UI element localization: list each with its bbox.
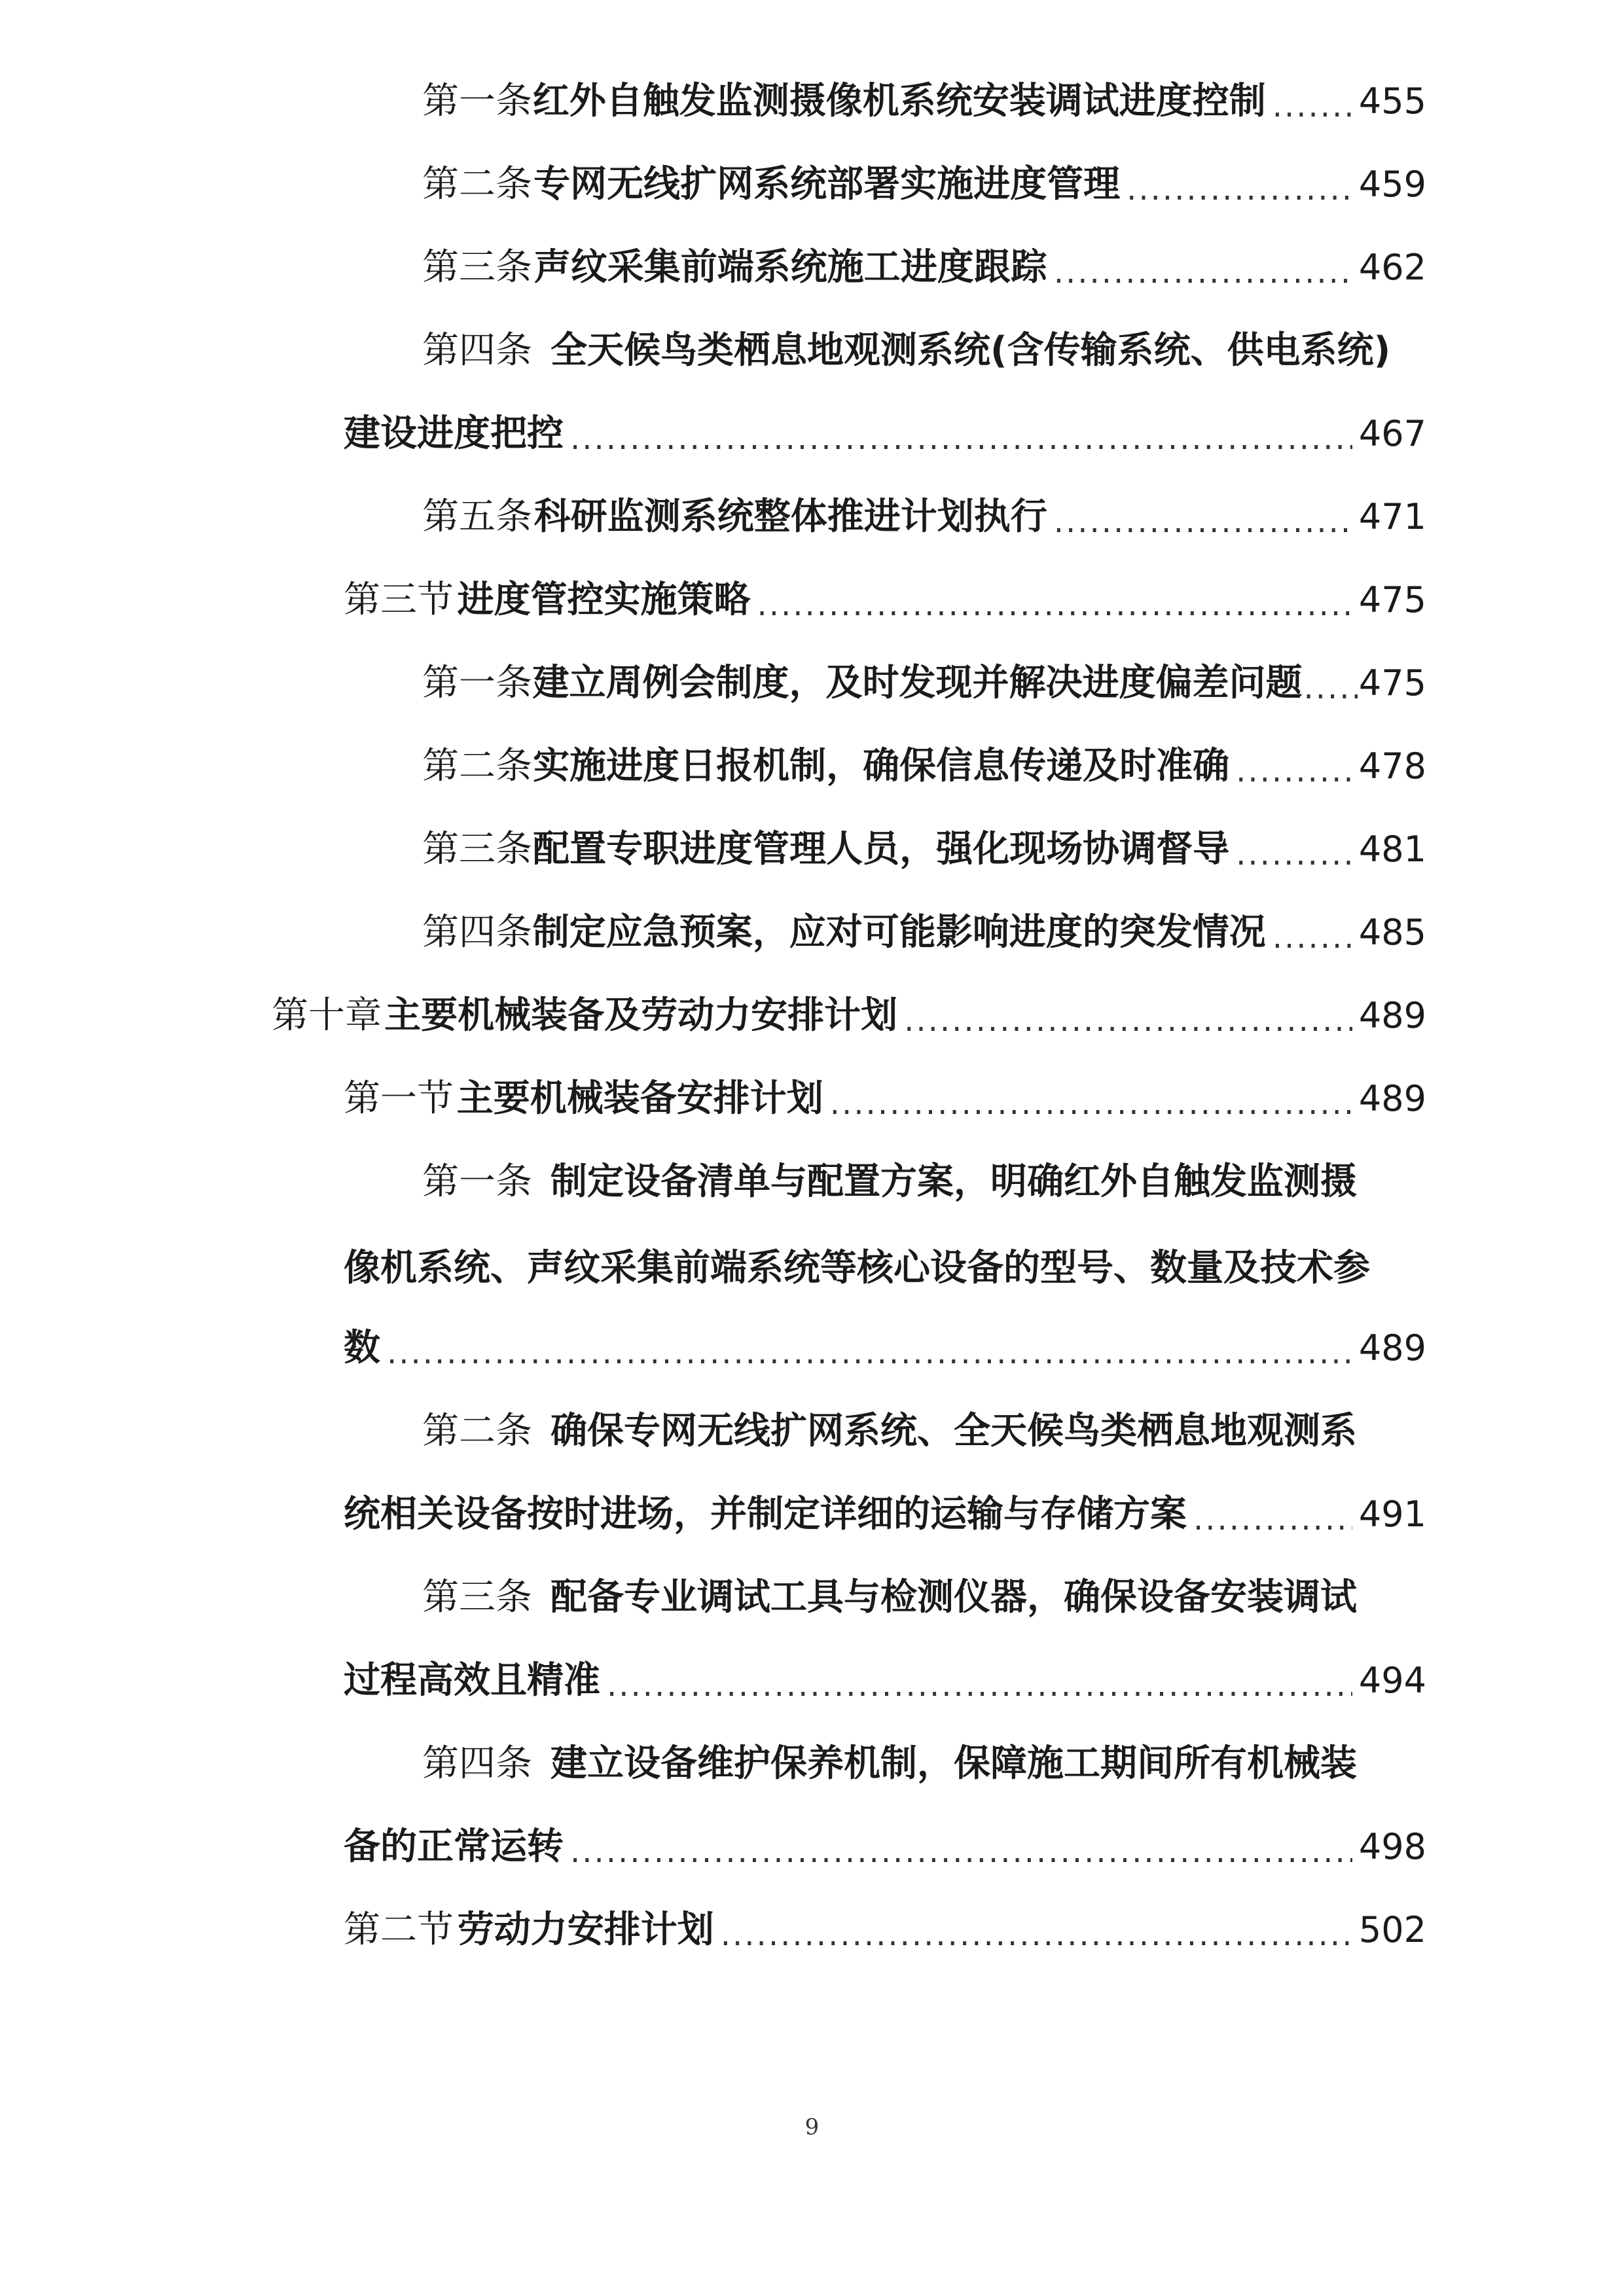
entry-page: 498: [1358, 1826, 1426, 1867]
entry-label: 第十章: [272, 994, 382, 1037]
toc-entry[interactable]: [422, 65, 1426, 137]
entry-label: 第五条: [422, 495, 532, 538]
entry-title: 进度管控实施策略: [457, 579, 751, 621]
leader-dots: [757, 589, 1352, 636]
leader-dots: [1127, 173, 1352, 221]
entry-page: 471: [1358, 496, 1426, 537]
entry-title: 科研监测系统整体推进计划执行: [533, 495, 1047, 538]
entry-label: 第三条: [422, 1576, 532, 1619]
entry-page: 491: [1358, 1494, 1426, 1535]
entry-label: 第一条: [422, 80, 532, 122]
entry-title-continuation: 数: [344, 1327, 380, 1369]
entry-page: 485: [1358, 912, 1426, 953]
entry-page: 494: [1358, 1660, 1426, 1701]
toc-entry-continuation[interactable]: [344, 398, 1426, 470]
entry-title: 配置专职进度管理人员，强化现场协调督导: [533, 828, 1230, 870]
toc-entry-section[interactable]: [344, 564, 1426, 636]
toc-entry-continuation[interactable]: [344, 1645, 1426, 1717]
entry-label: 第一条: [422, 662, 532, 704]
leader-dots: [1054, 506, 1352, 553]
entry-label: 第二节: [344, 1909, 454, 1951]
entry-label: 第三条: [422, 246, 532, 289]
toc-entry[interactable]: [422, 1728, 1426, 1800]
toc-entry[interactable]: [422, 232, 1426, 304]
toc-entry[interactable]: [422, 149, 1426, 221]
toc-entry[interactable]: [422, 647, 1426, 719]
leader-dots: [1272, 90, 1352, 137]
entry-title: 主要机械装备及劳动力安排计划: [384, 994, 898, 1037]
entry-label: 第四条: [422, 1742, 532, 1785]
toc-entry[interactable]: [422, 481, 1426, 553]
leader-dots: [1054, 257, 1352, 304]
entry-title: 配备专业调试工具与检测仪器，确保设备安装调试: [550, 1576, 1357, 1619]
leader-dots: [1272, 922, 1352, 969]
entry-title: 劳动力安排计划: [457, 1909, 714, 1951]
entry-page: 489: [1358, 995, 1426, 1036]
toc-entry-section[interactable]: [344, 1894, 1426, 1966]
entry-title-continuation: 过程高效且精准: [344, 1659, 600, 1702]
toc-entry-continuation[interactable]: [344, 1811, 1426, 1883]
toc-entry[interactable]: [422, 1146, 1426, 1218]
leader-dots: [570, 423, 1352, 470]
entry-title: 红外自触发监测摄像机系统安装调试进度控制: [532, 80, 1266, 122]
leader-dots: [1236, 755, 1352, 802]
entry-label: 第一条: [422, 1160, 532, 1203]
leader-dots: [607, 1670, 1352, 1717]
entry-label: 第二条: [422, 163, 532, 206]
leader-dots: [1236, 838, 1352, 886]
entry-label: 第一节: [344, 1077, 454, 1120]
entry-title-continuation: 备的正常运转: [344, 1825, 564, 1868]
entry-title: 确保专网无线扩网系统、全天候鸟类栖息地观测系: [550, 1410, 1357, 1452]
entry-page: 489: [1358, 1078, 1426, 1119]
leader-dots: [387, 1337, 1352, 1384]
entry-title: 建立设备维护保养机制，保障施工期间所有机械装: [550, 1742, 1357, 1785]
entry-title: 全天候鸟类栖息地观测系统(含传输系统、供电系统): [550, 329, 1391, 372]
toc-entry[interactable]: [422, 897, 1426, 969]
leader-dots: [721, 1919, 1352, 1966]
entry-title: 制定应急预案，应对可能影响进度的突发情况: [532, 911, 1266, 954]
toc-entry-section[interactable]: [344, 1063, 1426, 1135]
entry-page: 478: [1358, 745, 1426, 787]
entry-label: 第四条: [422, 329, 532, 372]
toc-entry-continuation: [344, 1229, 1370, 1301]
page-number: 9: [804, 2114, 820, 2140]
toc-entry-chapter[interactable]: [272, 980, 1426, 1052]
entry-label: 第二条: [422, 1410, 532, 1452]
leader-dots: [1304, 672, 1358, 719]
entry-page: 462: [1358, 247, 1426, 288]
toc-entry[interactable]: [422, 1395, 1426, 1467]
entry-page: 475: [1358, 662, 1426, 704]
entry-page: 502: [1358, 1909, 1426, 1950]
toc-entry[interactable]: [422, 315, 1426, 387]
toc-entry-continuation[interactable]: [344, 1479, 1426, 1551]
entry-title: 实施进度日报机制，确保信息传递及时准确: [533, 745, 1230, 787]
entry-page: 455: [1358, 81, 1426, 122]
entry-title: 主要机械装备安排计划: [456, 1077, 823, 1120]
entry-title: 声纹采集前端系统施工进度跟踪: [533, 246, 1047, 289]
entry-title: 制定设备清单与配置方案，明确红外自触发监测摄: [550, 1160, 1357, 1203]
entry-label: 第三条: [422, 828, 532, 870]
toc-entry[interactable]: [422, 1562, 1426, 1634]
toc-entry-continuation[interactable]: [344, 1312, 1426, 1384]
entry-title: 专网无线扩网系统部署实施进度管理: [533, 163, 1121, 206]
entry-title: 建立周例会制度，及时发现并解决进度偏差问题: [532, 662, 1303, 704]
leader-dots: [570, 1836, 1352, 1883]
entry-page: 459: [1358, 164, 1426, 205]
toc-entry[interactable]: [422, 814, 1426, 886]
entry-title-continuation: 统相关设备按时进场，并制定详细的运输与存储方案: [344, 1493, 1187, 1535]
leader-dots: [830, 1088, 1352, 1135]
leader-dots: [1193, 1503, 1352, 1551]
leader-dots: [904, 1005, 1352, 1052]
entry-page: 467: [1358, 413, 1426, 454]
entry-title-continuation: 建设进度把控: [344, 412, 564, 455]
entry-title-continuation: 像机系统、声纹采集前端系统等核心设备的型号、数量及技术参: [344, 1247, 1370, 1289]
entry-label: 第四条: [422, 911, 532, 954]
entry-page: 489: [1358, 1327, 1426, 1369]
entry-page: 481: [1358, 829, 1426, 870]
entry-label: 第三节: [344, 579, 454, 621]
entry-label: 第二条: [422, 745, 532, 787]
entry-page: 475: [1358, 579, 1426, 620]
toc-entry[interactable]: [422, 730, 1426, 802]
